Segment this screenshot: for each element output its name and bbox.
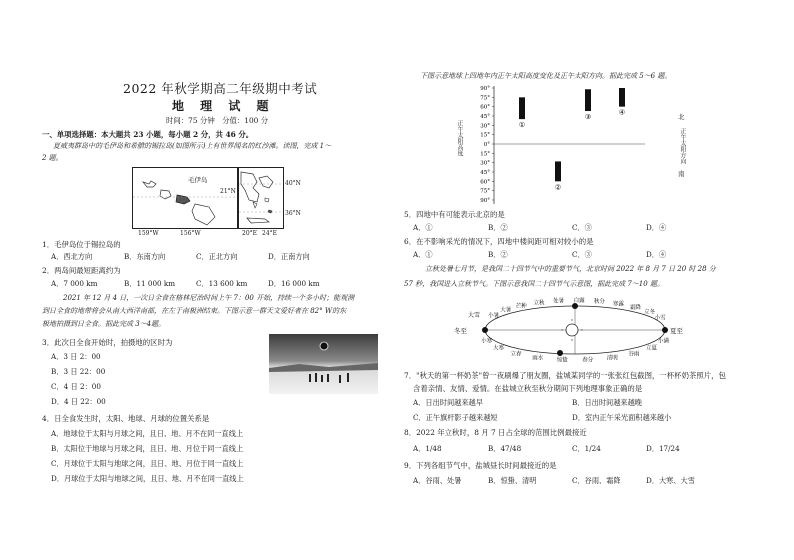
- chart-left-label: 正午太阳高度: [456, 120, 463, 156]
- q3-stem: 3．此次日全食开始时，拍摄地的区时为: [42, 338, 173, 347]
- chart-tick-label: 30°: [480, 123, 490, 130]
- q8-option-c[interactable]: C．1/24: [572, 444, 601, 453]
- sun-icon: [566, 324, 578, 336]
- orbit-summer-solstice: 夏至: [670, 327, 683, 335]
- q6-option-d[interactable]: D．④: [646, 250, 667, 259]
- q3-option-d[interactable]: D．4 日 22：00: [51, 397, 106, 406]
- chart-tick-label: 0°: [483, 142, 490, 148]
- solar-terms-intro-2: 57 秒，我国进入立秋节气。下图示意我国二十四节气示意图，据此完成 7～10 题。: [404, 280, 664, 288]
- q2-option-a[interactable]: A．7 000 km: [51, 279, 98, 288]
- q6-option-c[interactable]: C．③: [572, 250, 592, 259]
- q9-stem: 9．下列各组节气中，盐城昼长时间最接近的是: [404, 461, 557, 470]
- solar-altitude-chart: [470, 84, 680, 208]
- time-score: 时间：75 分钟 分值：100 分: [166, 116, 269, 125]
- q3-option-b[interactable]: B．3 日 22：00: [51, 367, 106, 376]
- q5-stem: 5．四地中有可能表示北京的是: [404, 210, 505, 219]
- chart-tick-label: 30°: [480, 160, 490, 167]
- chart-tick-label: 45°: [480, 170, 490, 176]
- solar-terms-intro-1: 立秋处暑七月节，是我国二十四节气中的重要节气，北京时间 2022 年 8 月 7 日 20 时 28 分: [425, 265, 716, 273]
- lon-20e: 20°E: [242, 230, 258, 237]
- q2-option-c[interactable]: C．13 600 km: [196, 279, 248, 288]
- subject-title: 地 理 试 题: [172, 99, 275, 113]
- q1-option-a[interactable]: A．西北方向: [51, 252, 93, 261]
- eclipse-photo: [269, 334, 378, 394]
- orbit-term-label: 处暑: [553, 298, 565, 305]
- q5-option-a[interactable]: A．①: [413, 223, 433, 232]
- orbit-term-label: 立夏: [645, 345, 657, 352]
- q9-option-b[interactable]: B．惊蛰、清明: [488, 476, 537, 485]
- orbit-term-label: 谷雨: [628, 351, 640, 358]
- chart-bar-label: ①: [518, 121, 526, 130]
- orbit-term-label: 秋分: [593, 299, 605, 306]
- q2-option-b[interactable]: B．11 000 km: [124, 279, 176, 288]
- intro-line-1: 夏威夷群岛中的毛伊岛和希腊的锡拉岛(如图所示)上有世界闻名的红沙滩。读图，完成 1～: [53, 142, 332, 150]
- lon-24e: 24°E: [262, 230, 278, 237]
- eclipse-photo-figures: [269, 334, 378, 394]
- q7-option-c[interactable]: C．正午旗杆影子越来越短: [413, 413, 498, 422]
- chart-tick-label: 60°: [480, 179, 490, 186]
- greece-map: [238, 167, 284, 229]
- earth-summer-solstice: [662, 327, 668, 333]
- earth-winter-solstice: [482, 327, 488, 333]
- chart-bar-label: ④: [618, 108, 626, 117]
- orbit-term-label: 小满: [657, 338, 669, 345]
- orbit-term-label: 惊蛰: [556, 357, 568, 364]
- q5-option-c[interactable]: C．③: [572, 223, 592, 232]
- orbit-term-label: 大暑: [500, 307, 512, 314]
- chart-tick-label: 75°: [480, 188, 490, 195]
- orbit-term-label: 小寒: [481, 338, 493, 345]
- lon-159w: 159°W: [138, 230, 159, 237]
- earth-spring-equinox: [557, 350, 563, 356]
- chart-tick-label: 60°: [480, 104, 490, 111]
- orbit-term-label: 大寒: [493, 345, 505, 352]
- q4-stem: 4．日全食发生时，太阳、地球、月球的位置关系是: [42, 414, 210, 423]
- orbit-term-label: 清明: [606, 355, 618, 362]
- section-heading: 一、单项选择题：本大题共 23 小题，每小题 2 分，共 46 分。: [42, 130, 254, 139]
- orbit-term-label: 白露: [573, 298, 585, 305]
- chart-tick-label: 15°: [480, 132, 490, 139]
- q4-option-a[interactable]: A．地球位于太阳与月球之间，且日、地、月不在同一直线上: [51, 429, 244, 438]
- orbit-term-label: 寒露: [612, 301, 624, 308]
- chart-tick-label: 90°: [480, 86, 490, 92]
- q6-option-a[interactable]: A．①: [413, 250, 433, 259]
- chart-bar-label: ③: [584, 113, 592, 122]
- q7-stem-2: 含着亲情、友情、爱情。在盐城立秋至秋分期间下列地理事象正确的是: [413, 384, 643, 393]
- chart-tick-label: 75°: [480, 95, 490, 102]
- lat-36n: 36°N: [285, 210, 301, 217]
- chart-south-label: 南: [678, 170, 685, 178]
- orbit-term-label: 小雪: [654, 315, 666, 322]
- q7-option-d[interactable]: D．室内正午采光面积越来越小: [572, 413, 672, 422]
- q8-option-d[interactable]: D．17/24: [646, 444, 680, 453]
- chart-tick-label: 90°: [480, 198, 490, 204]
- q1-stem: 1．毛伊岛位于锡拉岛的: [42, 240, 121, 249]
- q8-stem: 8．2022 年立秋时，8 月 7 日占全球的范围比例最接近: [404, 428, 587, 437]
- orbit-term-label: 小暑: [488, 313, 500, 319]
- chart-bar-label: ②: [554, 183, 562, 192]
- eclipse-line-1: 2021 年 12 月 4 日，一次日全食在格林尼治时间上午 7：00 开始，持续一个多小时；能观测: [63, 294, 355, 302]
- q5-option-b[interactable]: B．②: [488, 223, 508, 232]
- lat-40n: 40°N: [285, 180, 301, 187]
- chart-bar: [519, 97, 525, 119]
- q1-option-b[interactable]: B．东南方向: [124, 252, 166, 261]
- chart-bar: [585, 89, 591, 111]
- orbit-term-label: 雨水: [532, 355, 544, 362]
- chart-bar: [555, 161, 561, 181]
- q4-option-d[interactable]: D．月球位于太阳与地球之间，且日、地、月不在同一直线上: [51, 474, 244, 483]
- q4-option-b[interactable]: B．太阳位于地球与月球之间，且日、地、月位于同一直线上: [51, 444, 244, 453]
- q2-option-d[interactable]: D．16 000 km: [268, 279, 320, 288]
- greece-map-shape: [239, 168, 283, 228]
- hawaii-map: [132, 167, 238, 229]
- orbit-term-label: 霜降: [629, 305, 641, 312]
- q6-stem: 6．在不影响采光的情况下，四地中楼间距可相对较小的是: [404, 237, 594, 246]
- q1-option-c[interactable]: C．正北方向: [196, 252, 238, 261]
- q8-option-b[interactable]: B．47/48: [488, 444, 522, 453]
- q7-option-b[interactable]: B．日出时间越来越晚: [572, 398, 642, 407]
- eclipse-line-3: 极地拍摄到日全食。据此完成 3～4题。: [42, 320, 166, 328]
- chart-bar: [619, 88, 625, 107]
- q9-option-d[interactable]: D．大寒、大雪: [646, 476, 695, 485]
- q3-option-c[interactable]: C．4 日 2：00: [51, 382, 101, 391]
- orbit-winter-solstice: 冬至: [454, 327, 467, 335]
- q3-option-a[interactable]: A．3 日 2：00: [51, 352, 101, 361]
- q4-option-c[interactable]: C．月球位于太阳与地球之间，且日、地、月位于同一直线上: [51, 459, 244, 468]
- chart-tick-label: 45°: [480, 114, 490, 120]
- q7-stem-1: 7．"秋天的第一杯奶茶"曾一夜刷爆了朋友圈，盐城某同学的一张张红包截图，一杯杯奶茶照片，包: [404, 371, 726, 380]
- q9-option-c[interactable]: C．谷雨、霜降: [572, 476, 621, 485]
- solar-terms-orbit: [470, 294, 700, 364]
- eclipse-line-2: 到日全食的地带将会从南大西洋南部，在左于南极洲结束。下图示意一群天文爱好者在 82° W的东: [42, 307, 347, 315]
- lat-21n: 21°N: [220, 188, 236, 195]
- exam-title: 2022 年秋学期高二年级期中考试: [123, 81, 318, 96]
- orbit-major-snow: 大雪: [468, 312, 481, 319]
- q5-option-d[interactable]: D．④: [646, 223, 667, 232]
- q6-option-b[interactable]: B．②: [488, 250, 508, 259]
- orbit-term-label: 立秋: [533, 300, 545, 307]
- orbit-term-label: 春分: [582, 357, 594, 364]
- chart-right-label: 正午太阳方向: [679, 128, 686, 164]
- orbit-term-label: 立春: [510, 351, 522, 358]
- q2-stem: 2．两岛间最短距离约为: [42, 266, 121, 275]
- orbit-term-label: 立冬: [644, 309, 656, 316]
- hawaii-map-shape: [133, 168, 237, 228]
- intro-line-2: 2 题。: [42, 154, 63, 162]
- q8-option-a[interactable]: A．1/48: [413, 444, 442, 453]
- chart-tick-label: 15°: [480, 151, 490, 158]
- orbit-term-label: 芒种: [515, 303, 527, 310]
- q7-option-a[interactable]: A．日出时间越来越早: [413, 398, 483, 407]
- q1-option-d[interactable]: D．正南方向: [268, 252, 310, 261]
- maui-label: 毛伊岛: [188, 176, 208, 184]
- q5-6-intro: 下图示意地球上四地年内正午太阳高度变化及正午太阳方向。据此完成 5～6 题。: [420, 72, 672, 80]
- chart-north-label: 北: [678, 113, 685, 121]
- lon-156w: 156°W: [180, 230, 201, 237]
- q9-option-a[interactable]: A．谷雨、处暑: [413, 476, 462, 485]
